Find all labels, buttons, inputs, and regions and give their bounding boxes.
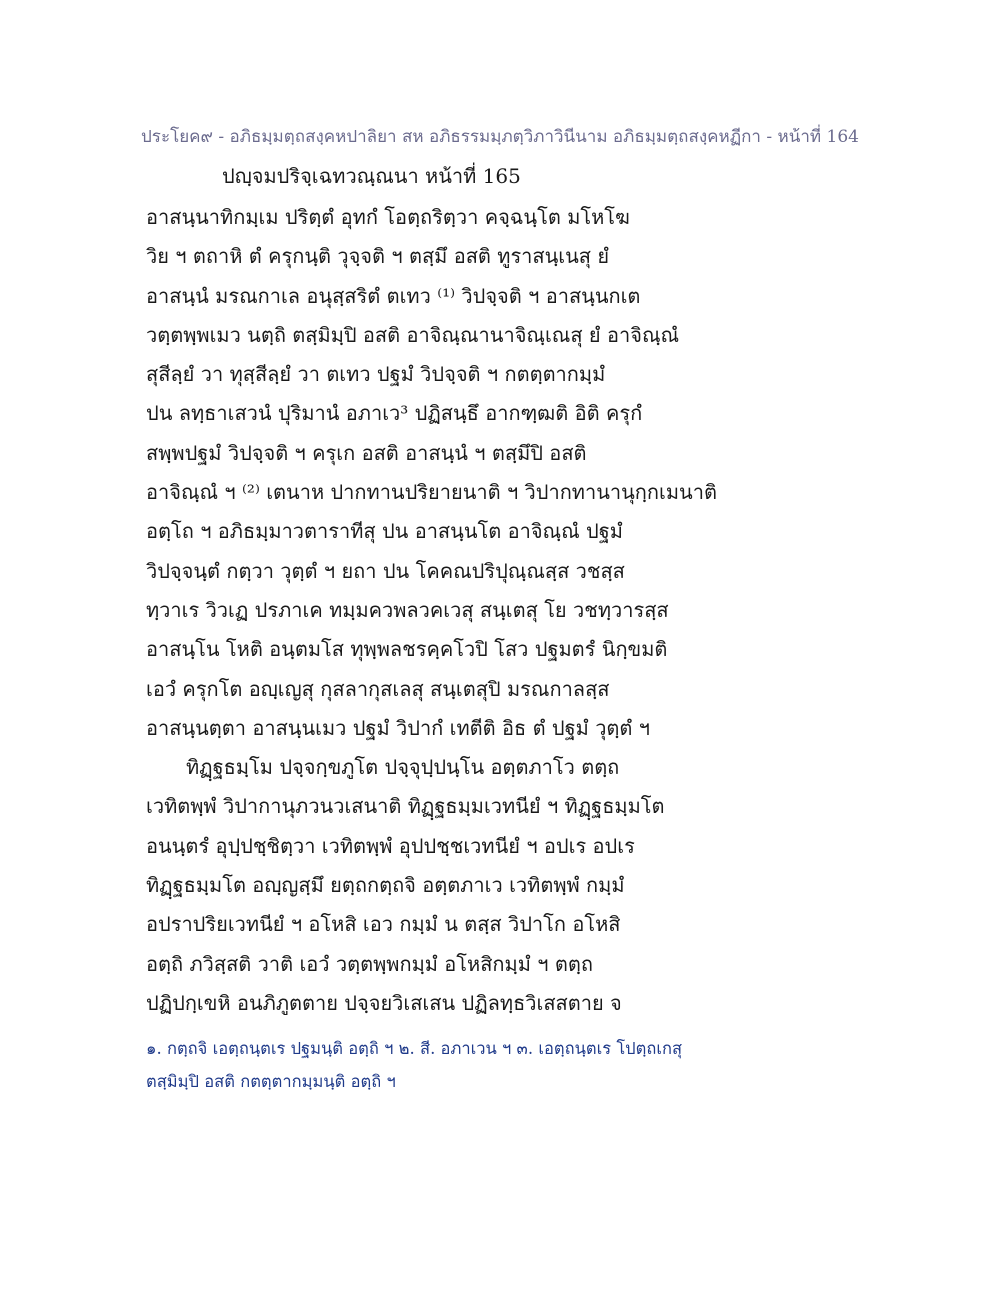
- body-line: อตฺถิ ภวิสฺสติ วาติ เอวํ วตฺตพฺพกมฺมํ อโหสิกมฺมํ ฯ ตตฺถ: [146, 951, 593, 976]
- body-line: วตฺตพฺพเมว นตฺถิ ตสฺมิมฺปิ อสติ อาจิณฺณานาจิณฺเณสุ ยํ อาจิณฺณํ: [146, 322, 680, 347]
- body-line: อปราปริยเวทนียํ ฯ อโหสิ เอว กมฺมํ น ตสฺส วิปาโก อโหสิ: [146, 912, 621, 937]
- body-line-paragraph-start: ทิฏฺฐธมฺโม ปจฺจกฺขภูโต ปจฺจุปฺปนฺโน อตฺตภาโว ตตฺถ: [186, 755, 620, 780]
- body-line: สุสีลฺยํ วา ทุสฺสีลฺยํ วา ตเทว ปฐมํ วิปจฺจติ ฯ กตตฺตากมฺมํ: [146, 362, 606, 387]
- body-line: ปฏิปกฺเขหิ อนภิภูตตาย ปจฺจยวิเสเสน ปฏิลทฺธวิเสสตาย จ: [146, 990, 622, 1015]
- body-line: ทิฏฺฐธมฺมโต อญฺญสฺมึ ยตฺถกตฺถจิ อตฺตภาเว เวทิตพฺพํ กมฺมํ: [146, 873, 625, 898]
- body-line: เอวํ ครุกโต อญฺเญสุ กุสลากุสเลสุ สนฺเตสุปิ มรณกาลสฺส: [146, 676, 610, 701]
- body-line: อนนฺตรํ อุปฺปชฺชิตฺวา เวทิตพฺพํ อุปปชฺชเวทนียํ ฯ อปเร อปเร: [146, 833, 635, 858]
- body-line: สพฺพปฐมํ วิปจฺจติ ฯ ครุเก อสติ อาสนฺนํ ฯ ตสฺมึปิ อสติ: [146, 440, 587, 465]
- body-line: อตฺโถ ฯ อภิธมฺมาวตาราทีสุ ปน อาสนฺนโต อาจิณฺณํ ปฐมํ: [146, 519, 623, 544]
- body-line: เวทิตพฺพํ วิปากานุภวนวเสนาติ ทิฏฺฐธมฺมเวทนียํ ฯ ทิฏฺฐธมฺมโต: [146, 794, 665, 819]
- running-header: ประโยค๙ - อภิธมฺมตฺถสงฺคหปาลิยา สห อภิธรรมมฺภตฺวิภาวินีนาม อภิธมฺมตฺถสงฺคหฏีกา - หน้าที่ 164: [141, 127, 859, 147]
- footnote-line: ๑. กตฺถจิ เอตฺถนฺตเร ปฐมนฺติ อตฺถิ ฯ ๒. สี. อภาเวน ฯ ๓. เอตฺถนฺตเร โปตฺถเกสุ: [146, 1039, 683, 1058]
- footnote-line: ตสฺมิมฺปิ อสติ กตตฺตากมฺมนฺติ อตฺถิ ฯ: [146, 1072, 396, 1091]
- body-line: ทฺวาเร วิวเฏ ปรภาเค ทมฺมควพลวคเวสุ สนฺเตสุ โย วชทฺวารสฺส: [146, 597, 669, 622]
- body-line: วิย ฯ ตถาหิ ตํ ครุกนฺติ วุจฺจติ ฯ ตสฺมึ อสติ ทูราสนฺเนสุ ยํ: [146, 244, 610, 269]
- body-line: อาจิณฺณํ ฯ ⁽²⁾ เตนาห ปากทานปริยายนาติ ฯ วิปากทานานุกฺกเมนาติ: [146, 480, 717, 505]
- body-line: ปน ลทฺธาเสวนํ ปุริมานํ อภาเว³ ปฏิสนฺธึ อากฑฺฒติ อิติ ครุกํ: [146, 401, 643, 426]
- body-text: [146, 198, 866, 1023]
- body-line: อาสนฺนาทิกมฺเม ปริตฺตํ อุทกํ โอตฺถริตฺวา คจฺฉนฺโต มโหโฆ: [146, 205, 630, 229]
- chapter-heading: ปญฺจมปริจฺเฉทวณฺณนา หน้าที่ 165: [222, 164, 521, 188]
- footnotes: [146, 1032, 866, 1098]
- body-line: อาสนฺนตฺตา อาสนฺนเมว ปฐมํ วิปากํ เทตีติ อิธ ตํ ปฐมํ วุตฺตํ ฯ: [146, 715, 650, 740]
- body-line: อาสนฺนํ มรณกาเล อนุสฺสริตํ ตเทว ⁽¹⁾ วิปจฺจติ ฯ อาสนฺนกเต: [146, 283, 641, 308]
- body-line: อาสนฺโน โหติ อนฺตมโส ทุพฺพลชรคฺคโวปิ โสว ปฐมตรํ นิกฺขมติ: [146, 637, 668, 662]
- body-line: วิปจฺจนฺตํ กตฺวา วุตฺตํ ฯ ยถา ปน โคคณปริปุณฺณสฺส วชสฺส: [146, 558, 625, 583]
